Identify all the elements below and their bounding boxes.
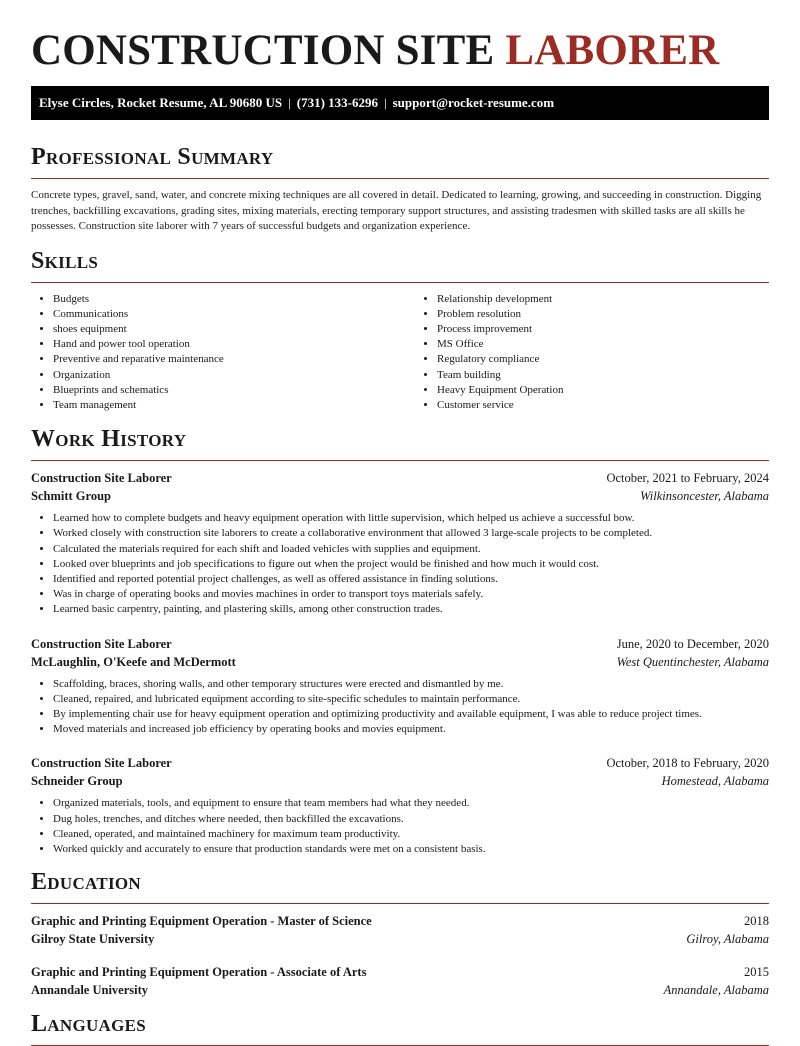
job-dates: June, 2020 to December, 2020: [616, 636, 769, 651]
skill-item: • Blueprints and schematics: [53, 383, 415, 398]
contact-separator: |: [384, 95, 387, 110]
skill-item: • Problem resolution: [437, 307, 799, 322]
job-company-row: [31, 653, 769, 671]
resume-page: [31, 0, 769, 1046]
job-bullet: • Was in charge of operating books and movies machines in order to transport toys materials safely.: [53, 587, 769, 602]
education-entry: [31, 912, 769, 948]
skill-item: • Hand and power tool operation: [53, 337, 415, 352]
skill-item: • Regulatory compliance: [437, 352, 799, 367]
section-divider: [31, 903, 769, 904]
contact-bar: [31, 86, 769, 120]
work-history-heading: Work History: [31, 426, 187, 453]
education-header-row: [31, 963, 769, 981]
title-main: CONSTRUCTION SITE: [31, 27, 495, 74]
school-name: Gilroy State University: [31, 932, 155, 947]
school-location: Annandale, Alabama: [663, 983, 769, 998]
school-name: Annandale University: [31, 983, 149, 998]
job-bullet: • By implementing chair use for heavy equipment operation and optimizing productivity and available equipment, I was able to reduce project times.: [53, 707, 769, 722]
contact-address: Elyse Circles, Rocket Resume, AL 90680 US: [39, 95, 283, 110]
job-location: West Quentinchester, Alabama: [616, 654, 769, 669]
job-entry: [31, 754, 769, 857]
job-bullet: • Identified and reported potential project challenges, as well as offered assistance in finding solutions.: [53, 572, 769, 587]
contact-separator: |: [288, 95, 291, 110]
job-bullet: • Cleaned, repaired, and lubricated equipment according to site-specific schedules to maintain performance.: [53, 692, 769, 707]
section-divider: [31, 460, 769, 461]
job-company-row: [31, 487, 769, 505]
summary-heading: Professional Summary: [31, 144, 274, 170]
job-dates: October, 2021 to February, 2024: [606, 471, 769, 486]
skill-item: • Organization: [53, 368, 415, 383]
education-school-row: [31, 981, 769, 999]
summary-section: [31, 142, 769, 235]
job-bullet: • Scaffolding, braces, shoring walls, and other temporary structures were erected and dismantled by me.: [53, 677, 769, 692]
job-company-row: [31, 772, 769, 790]
skill-item: • Communications: [53, 307, 415, 322]
job-bullet: • Moved materials and increased job efficiency by operating books and movies equipment.: [53, 722, 769, 737]
skill-item: • Process improvement: [437, 322, 799, 337]
job-bullets: [31, 677, 769, 738]
job-bullet: • Looked over blueprints and job specifications to figure out when the project would be finished and how much it would cost.: [53, 557, 769, 572]
job-header-row: [31, 754, 769, 772]
job-bullets: [31, 511, 769, 617]
school-location: Gilroy, Alabama: [686, 932, 769, 947]
education-heading: Education: [31, 869, 142, 896]
job-company: Schmitt Group: [31, 489, 111, 504]
skills-list-left: [31, 292, 415, 414]
skill-item: • MS Office: [437, 337, 799, 352]
skill-item: • Team management: [53, 398, 415, 413]
job-bullet: • Calculated the materials required for each shift and loaded vehicles with supplies and equipment.: [53, 542, 769, 557]
resume-title: [31, 0, 769, 77]
job-title: Construction Site Laborer: [31, 636, 172, 651]
job-entry: [31, 635, 769, 738]
skills-heading: Skills: [31, 247, 99, 274]
job-title: Construction Site Laborer: [31, 756, 172, 771]
job-company: Schneider Group: [31, 774, 123, 789]
degree: Graphic and Printing Equipment Operation - Associate of Arts: [31, 965, 367, 980]
work-history-section: [31, 424, 769, 857]
skill-item: • Relationship development: [437, 292, 799, 307]
job-bullets: [31, 796, 769, 857]
job-location: Homestead, Alabama: [661, 774, 769, 789]
skill-item: • Budgets: [53, 292, 415, 307]
skill-item: • Preventive and reparative maintenance: [53, 352, 415, 367]
job-header-row: [31, 635, 769, 653]
graduation-year: 2018: [744, 914, 769, 929]
job-dates: October, 2018 to February, 2020: [606, 756, 769, 771]
section-divider: [31, 282, 769, 283]
job-bullet: • Learned how to complete budgets and heavy equipment operation with little supervision, which helped us achieve a successful bow.: [53, 511, 769, 526]
languages-section: [31, 1009, 769, 1046]
skill-item: • shoes equipment: [53, 322, 415, 337]
title-accent: LABORER: [505, 27, 720, 74]
skill-item: • Heavy Equipment Operation: [437, 383, 799, 398]
job-title: Construction Site Laborer: [31, 471, 172, 486]
skills-section: [31, 246, 769, 414]
job-bullet: • Organized materials, tools, and equipment to ensure that team members had what they needed.: [53, 796, 769, 811]
education-entry: [31, 963, 769, 999]
job-header-row: [31, 469, 769, 487]
skills-list-right: [415, 292, 799, 414]
job-company: McLaughlin, O'Keefe and McDermott: [31, 654, 236, 669]
job-entry: [31, 469, 769, 617]
job-bullet: • Worked quickly and accurately to ensure that production standards were met on a consistent basis.: [53, 842, 769, 857]
job-bullet: • Worked closely with construction site laborers to create a collaborative environment that allowed 3 large-scale projects to be completed.: [53, 526, 769, 541]
contact-phone: (731) 133-6296: [296, 95, 378, 110]
job-bullet: • Dug holes, trenches, and ditches where needed, then backfilled the excavations.: [53, 812, 769, 827]
skill-item: • Team building: [437, 368, 799, 383]
summary-text: Concrete types, gravel, sand, water, and concrete mixing techniques are all covered in detail. Dedicated to learning, growing, and succeeding in construction. Digging trenches, backfilling excavations, grading sites, mixing materials, erecting temporary support structures, and assisting tradesmen with skilled tasks are all skills he possesses. Construction site laborer with 7 years of successful budgets and organization experience.: [31, 189, 762, 232]
graduation-year: 2015: [744, 965, 769, 980]
job-bullet: • Cleaned, operated, and maintained machinery for maximum team productivity.: [53, 827, 769, 842]
languages-heading: Languages: [31, 1011, 147, 1038]
skills-columns: [31, 292, 769, 414]
job-location: Wilkinsoncester, Alabama: [640, 489, 769, 504]
skill-item: • Customer service: [437, 398, 799, 413]
degree: Graphic and Printing Equipment Operation - Master of Science: [31, 914, 372, 929]
contact-email[interactable]: support@rocket-resume.com: [392, 95, 555, 110]
education-school-row: [31, 930, 769, 948]
job-bullet: • Learned basic carpentry, painting, and plastering skills, among other construction trades.: [53, 602, 769, 617]
education-header-row: [31, 912, 769, 930]
section-divider: [31, 178, 769, 179]
education-section: [31, 867, 769, 999]
